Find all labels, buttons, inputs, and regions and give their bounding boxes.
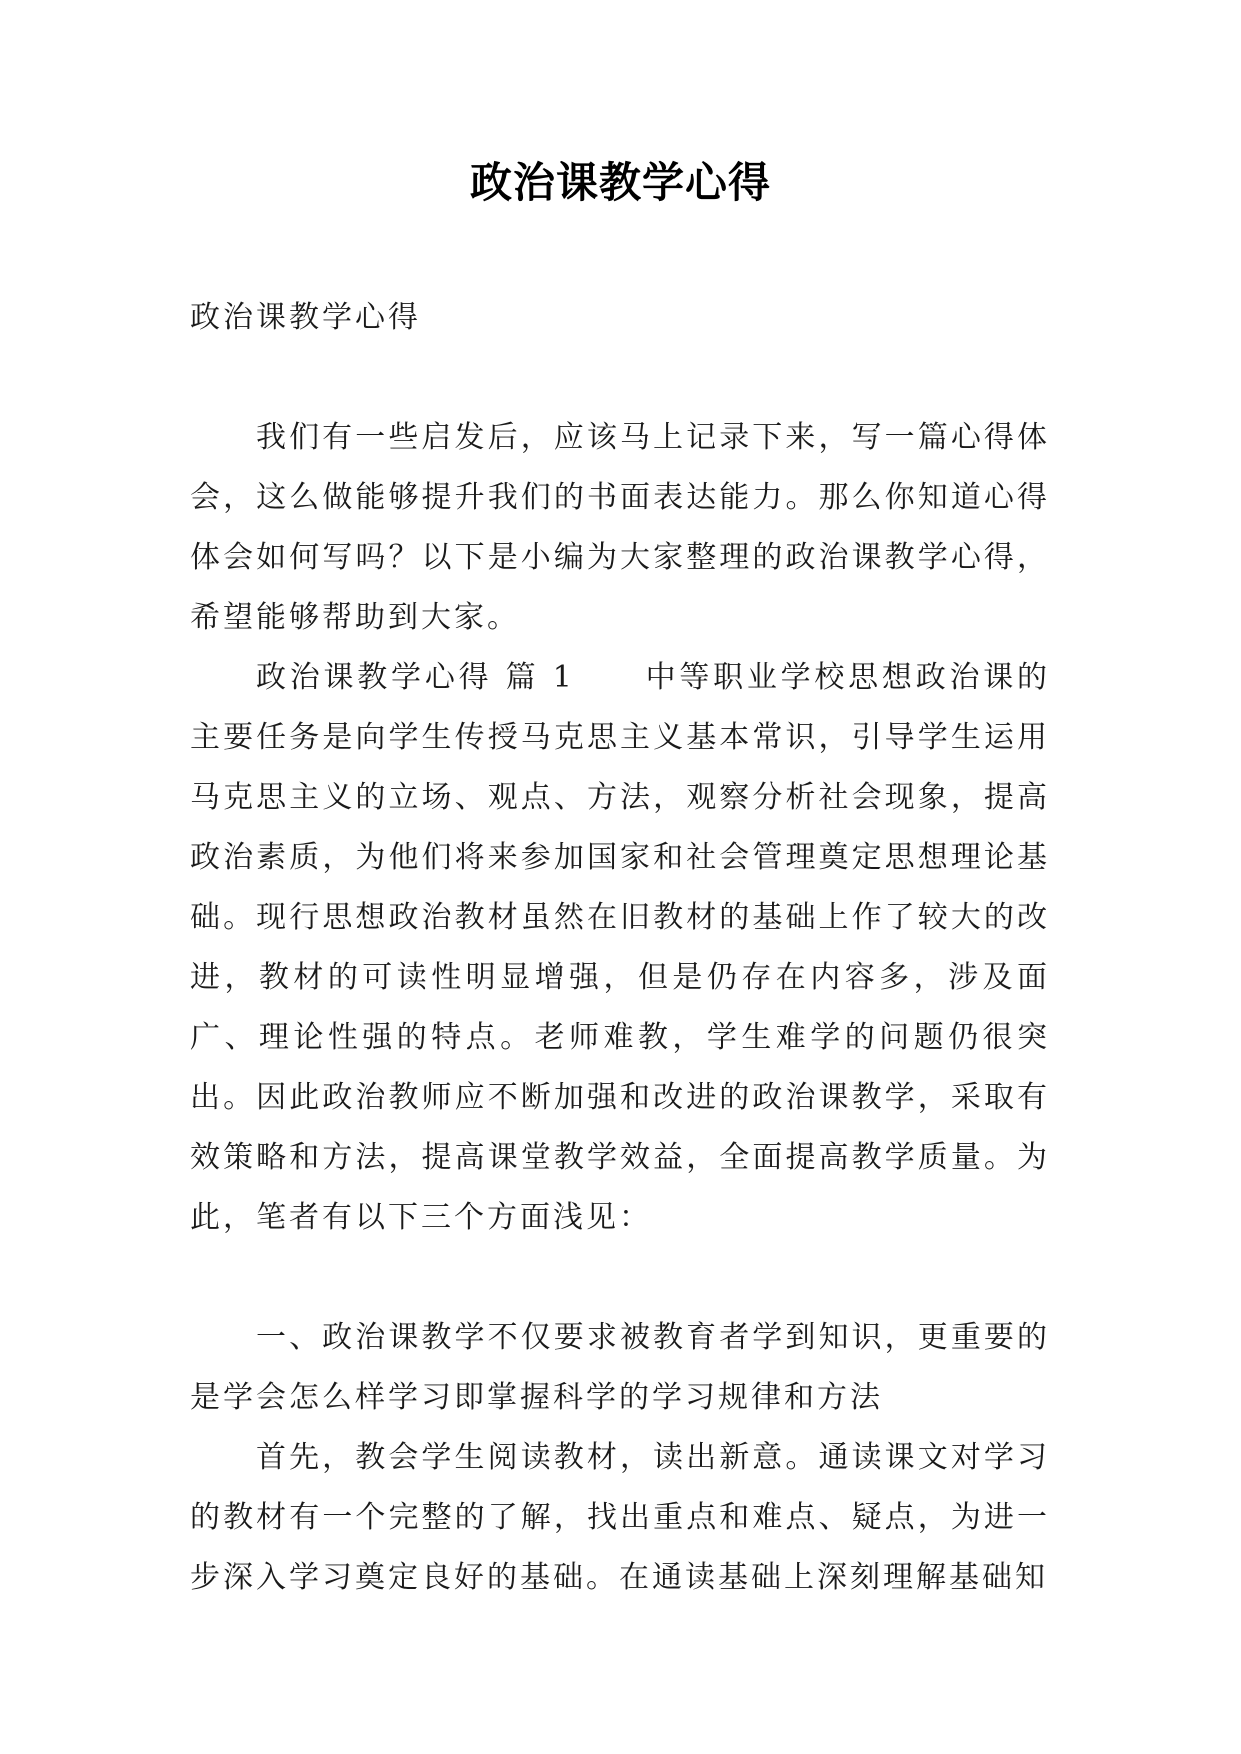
document-title: 政治课教学心得 xyxy=(469,158,771,207)
document-subtitle: 政治课教学心得 xyxy=(190,300,421,335)
section-paragraph xyxy=(190,648,1050,1248)
body-paragraph-1: 首先，教会学生阅读教材，读出新意。通读课文对学习的教材有一个完整的了解，找出重点和难点、疑点，为进一步深入学习奠定良好的基础。在通读基础上深刻理解基础知 xyxy=(190,1440,1050,1595)
section-heading-1: 一、政治课教学不仅要求被教育者学到知识，更重要的是学会怎么样学习即掌握科学的学习规律和方法 xyxy=(190,1320,1050,1415)
section-text: 中等职业学校思想政治课的主要任务是向学生传授马克思主义基本常识，引导学生运用马克思主义的立场、观点、方法，观察分析社会现象，提高政治素质，为他们将来参加国家和社会管理奠定思想理论基础。现行思想政治教材虽然在旧教材的基础上作了较大的改进，教材的可读性明显增强，但是仍存在内容多，涉及面广、理论性强的特点。老师难教，学生难学的问题仍很突出。因此政治教师应不断加强和改进的政治课教学，采取有效策略和方法，提高课堂教学效益，全面提高教学质量。为此，笔者有以下三个方面浅见： xyxy=(190,660,1050,1235)
section-label: 政治课教学心得 篇 1 xyxy=(256,660,575,695)
intro-paragraph: 我们有一些启发后，应该马上记录下来，写一篇心得体会，这么做能够提升我们的书面表达能力。那么你知道心得体会如何写吗？以下是小编为大家整理的政治课教学心得，希望能够帮助到大家。 xyxy=(190,420,1050,635)
document-body xyxy=(190,288,1050,1608)
